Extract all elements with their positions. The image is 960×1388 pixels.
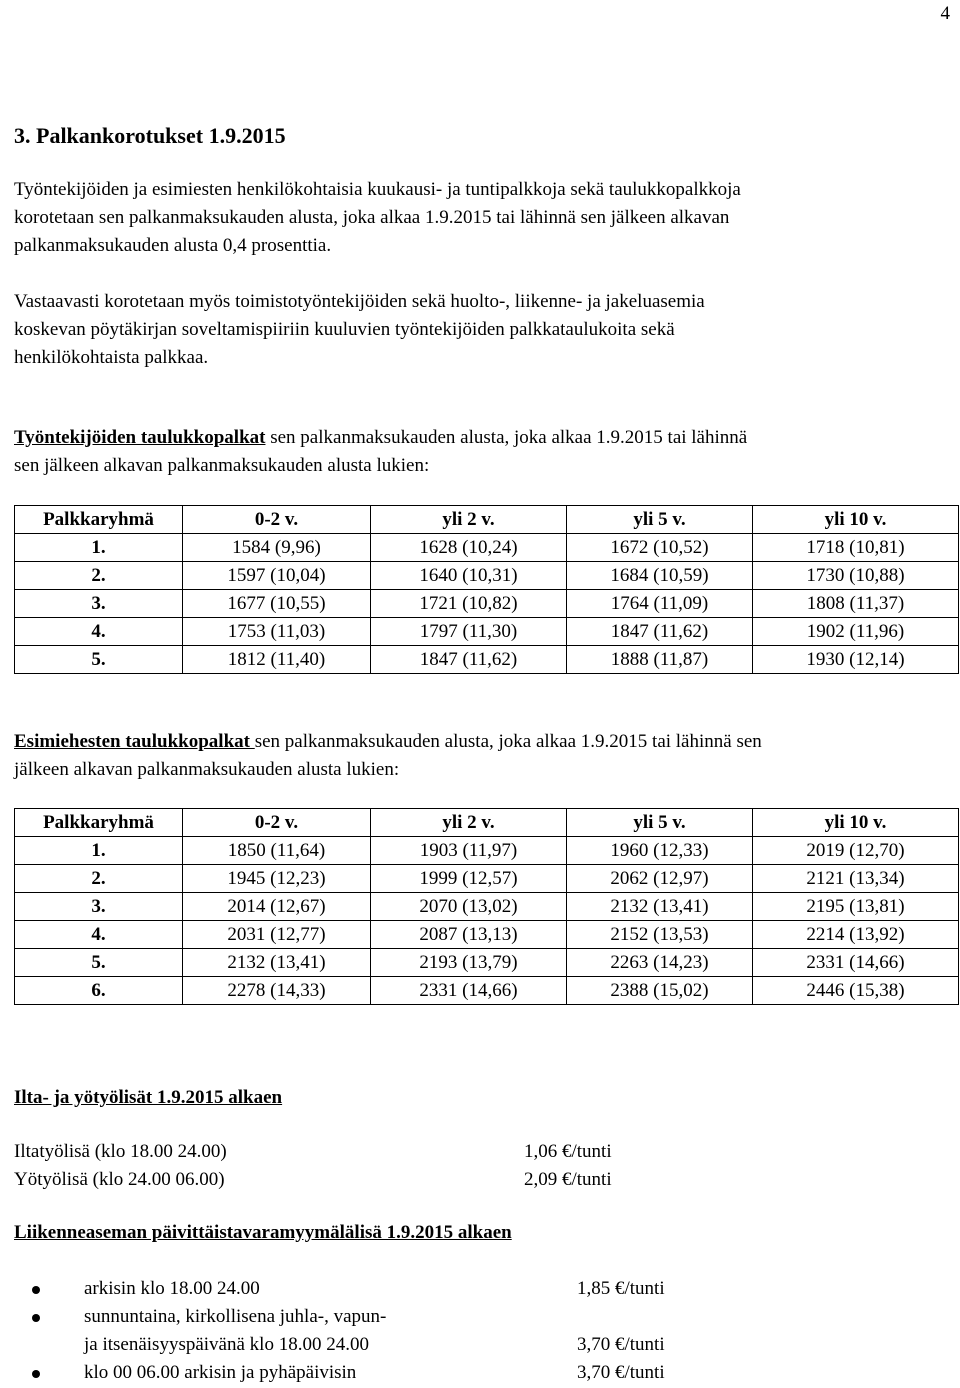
salary-cell: 1640 (10,31) (371, 562, 567, 590)
pay-group-cell: 4. (15, 618, 183, 646)
column-header: yli 2 v. (371, 506, 567, 534)
page-number: 4 (940, 3, 950, 24)
salary-cell: 1960 (12,33) (567, 837, 753, 865)
bonus-label: sunnuntaina, kirkollisena juhla-, vapun- (84, 1306, 387, 1327)
supervisors-intro-text: sen palkanmaksukauden alusta, joka alkaa 1.9.2015 tai lähinnä sen (254, 731, 762, 752)
salary-cell: 1930 (12,14) (753, 646, 959, 674)
salary-cell: 2446 (15,38) (753, 977, 959, 1005)
bonus-label: Yötyölisä (klo 24.00 06.00) (14, 1169, 225, 1190)
list-item (30, 1275, 670, 1303)
salary-cell: 2087 (13,13) (371, 921, 567, 949)
salary-cell: 1764 (11,09) (567, 590, 753, 618)
salary-cell: 2070 (13,02) (371, 893, 567, 921)
column-header: Palkkaryhmä (15, 506, 183, 534)
supervisors-table-title: Esimiehesten taulukkopalkat (14, 731, 255, 752)
bonus-value: 3,70 €/tunti (577, 1362, 665, 1383)
workers-intro-text: sen palkanmaksukauden alusta, joka alkaa 1.9.2015 tai lähinnä (265, 427, 748, 448)
salary-cell: 1903 (11,97) (371, 837, 567, 865)
pay-group-cell: 3. (15, 893, 183, 921)
salary-cell: 1945 (12,23) (183, 865, 371, 893)
table-row (15, 646, 959, 674)
intro-line: palkanmaksukauden alusta 0,4 prosenttia. (14, 235, 332, 256)
pay-group-cell: 5. (15, 646, 183, 674)
second-paragraph (14, 288, 934, 372)
intro-line: korotetaan sen palkanmaksukauden alusta, joka alkaa 1.9.2015 tai lähinnä sen jälkeen alkavan (14, 207, 730, 228)
pay-group-cell: 2. (15, 865, 183, 893)
night-bonus-title: Ilta- ja yötyölisät 1.9.2015 alkaen (14, 1087, 283, 1108)
column-header: yli 5 v. (567, 809, 753, 837)
intro-line: Työntekijöiden ja esimiesten henkilökohtaisia kuukausi- ja tuntipalkkoja sekä taulukkopalkkoja (14, 179, 741, 200)
salary-cell: 2132 (13,41) (567, 893, 753, 921)
salary-cell: 1597 (10,04) (183, 562, 371, 590)
bonus-label: Iltatyölisä (klo 18.00 24.00) (14, 1141, 227, 1162)
paragraph-line: koskevan pöytäkirjan soveltamispiiriin kuuluvien työntekijöiden palkkataulukoita sekä (14, 319, 675, 340)
salary-cell: 2193 (13,79) (371, 949, 567, 977)
salary-cell: 1684 (10,59) (567, 562, 753, 590)
table-row (15, 893, 959, 921)
column-header: yli 10 v. (753, 506, 959, 534)
table-row (15, 977, 959, 1005)
salary-cell: 1718 (10,81) (753, 534, 959, 562)
workers-salary-table (14, 505, 959, 674)
bullet-icon (32, 1370, 40, 1378)
salary-cell: 1730 (10,88) (753, 562, 959, 590)
salary-cell: 1888 (11,87) (567, 646, 753, 674)
salary-cell: 2014 (12,67) (183, 893, 371, 921)
salary-cell: 1999 (12,57) (371, 865, 567, 893)
supervisors-salary-table (14, 808, 959, 1005)
bonus-value: 1,85 €/tunti (577, 1278, 665, 1299)
station-bonus-list (30, 1275, 670, 1387)
column-header: yli 2 v. (371, 809, 567, 837)
column-header: yli 5 v. (567, 506, 753, 534)
salary-cell: 2152 (13,53) (567, 921, 753, 949)
salary-cell: 1672 (10,52) (567, 534, 753, 562)
table-header-row (15, 506, 959, 534)
list-item (14, 1166, 654, 1194)
salary-cell: 2031 (12,77) (183, 921, 371, 949)
salary-cell: 2062 (12,97) (567, 865, 753, 893)
salary-cell: 1847 (11,62) (567, 618, 753, 646)
column-header: 0-2 v. (183, 809, 371, 837)
table-row (15, 590, 959, 618)
pay-group-cell: 5. (15, 949, 183, 977)
pay-group-cell: 6. (15, 977, 183, 1005)
salary-cell: 1753 (11,03) (183, 618, 371, 646)
table-row (15, 921, 959, 949)
intro-paragraph (14, 176, 934, 260)
salary-cell: 2388 (15,02) (567, 977, 753, 1005)
paragraph-line: henkilökohtaista palkkaa. (14, 347, 209, 368)
pay-group-cell: 1. (15, 534, 183, 562)
salary-cell: 1850 (11,64) (183, 837, 371, 865)
bonus-label: ja itsenäisyyspäivänä klo 18.00 24.00 (84, 1334, 369, 1355)
workers-table-title: Työntekijöiden taulukkopalkat (14, 427, 266, 448)
salary-cell: 1847 (11,62) (371, 646, 567, 674)
salary-cell: 2214 (13,92) (753, 921, 959, 949)
section-heading: 3. Palkankorotukset 1.9.2015 (14, 123, 286, 148)
table-row (15, 837, 959, 865)
bonus-value: 1,06 €/tunti (524, 1141, 612, 1162)
night-bonus-list (14, 1138, 654, 1194)
salary-cell: 2331 (14,66) (371, 977, 567, 1005)
bonus-value: 2,09 €/tunti (524, 1169, 612, 1190)
pay-group-cell: 2. (15, 562, 183, 590)
bullet-icon (32, 1286, 40, 1294)
salary-cell: 2121 (13,34) (753, 865, 959, 893)
table-row (15, 949, 959, 977)
table-row (15, 534, 959, 562)
paragraph-line: Vastaavasti korotetaan myös toimistotyöntekijöiden sekä huolto-, liikenne- ja jakeluasemia (14, 291, 705, 312)
salary-cell: 2263 (14,23) (567, 949, 753, 977)
bonus-label: arkisin klo 18.00 24.00 (84, 1278, 260, 1299)
workers-intro (14, 424, 934, 480)
list-item (30, 1359, 670, 1387)
salary-cell: 1902 (11,96) (753, 618, 959, 646)
list-item (14, 1138, 654, 1166)
salary-cell: 1628 (10,24) (371, 534, 567, 562)
column-header: yli 10 v. (753, 809, 959, 837)
salary-cell: 1721 (10,82) (371, 590, 567, 618)
supervisors-intro (14, 728, 934, 784)
list-item (30, 1303, 670, 1359)
bullet-icon (32, 1314, 40, 1322)
salary-cell: 2331 (14,66) (753, 949, 959, 977)
bonus-label: klo 00 06.00 arkisin ja pyhäpäivisin (84, 1362, 357, 1383)
bonus-value: 3,70 €/tunti (577, 1334, 665, 1355)
station-bonus-title: Liikenneaseman päivittäistavaramyymälälisä 1.9.2015 alkaen (14, 1222, 512, 1243)
salary-cell: 2195 (13,81) (753, 893, 959, 921)
table-row (15, 618, 959, 646)
salary-cell: 1812 (11,40) (183, 646, 371, 674)
salary-cell: 1584 (9,96) (183, 534, 371, 562)
table-row (15, 865, 959, 893)
salary-cell: 2019 (12,70) (753, 837, 959, 865)
table-row (15, 562, 959, 590)
workers-intro-line2: sen jälkeen alkavan palkanmaksukauden alusta lukien: (14, 455, 430, 476)
column-header: 0-2 v. (183, 506, 371, 534)
pay-group-cell: 4. (15, 921, 183, 949)
pay-group-cell: 3. (15, 590, 183, 618)
salary-cell: 1677 (10,55) (183, 590, 371, 618)
salary-cell: 2278 (14,33) (183, 977, 371, 1005)
salary-cell: 1808 (11,37) (753, 590, 959, 618)
pay-group-cell: 1. (15, 837, 183, 865)
table-header-row (15, 809, 959, 837)
salary-cell: 1797 (11,30) (371, 618, 567, 646)
column-header: Palkkaryhmä (15, 809, 183, 837)
salary-cell: 2132 (13,41) (183, 949, 371, 977)
supervisors-intro-line2: jälkeen alkavan palkanmaksukauden alusta lukien: (14, 759, 400, 780)
